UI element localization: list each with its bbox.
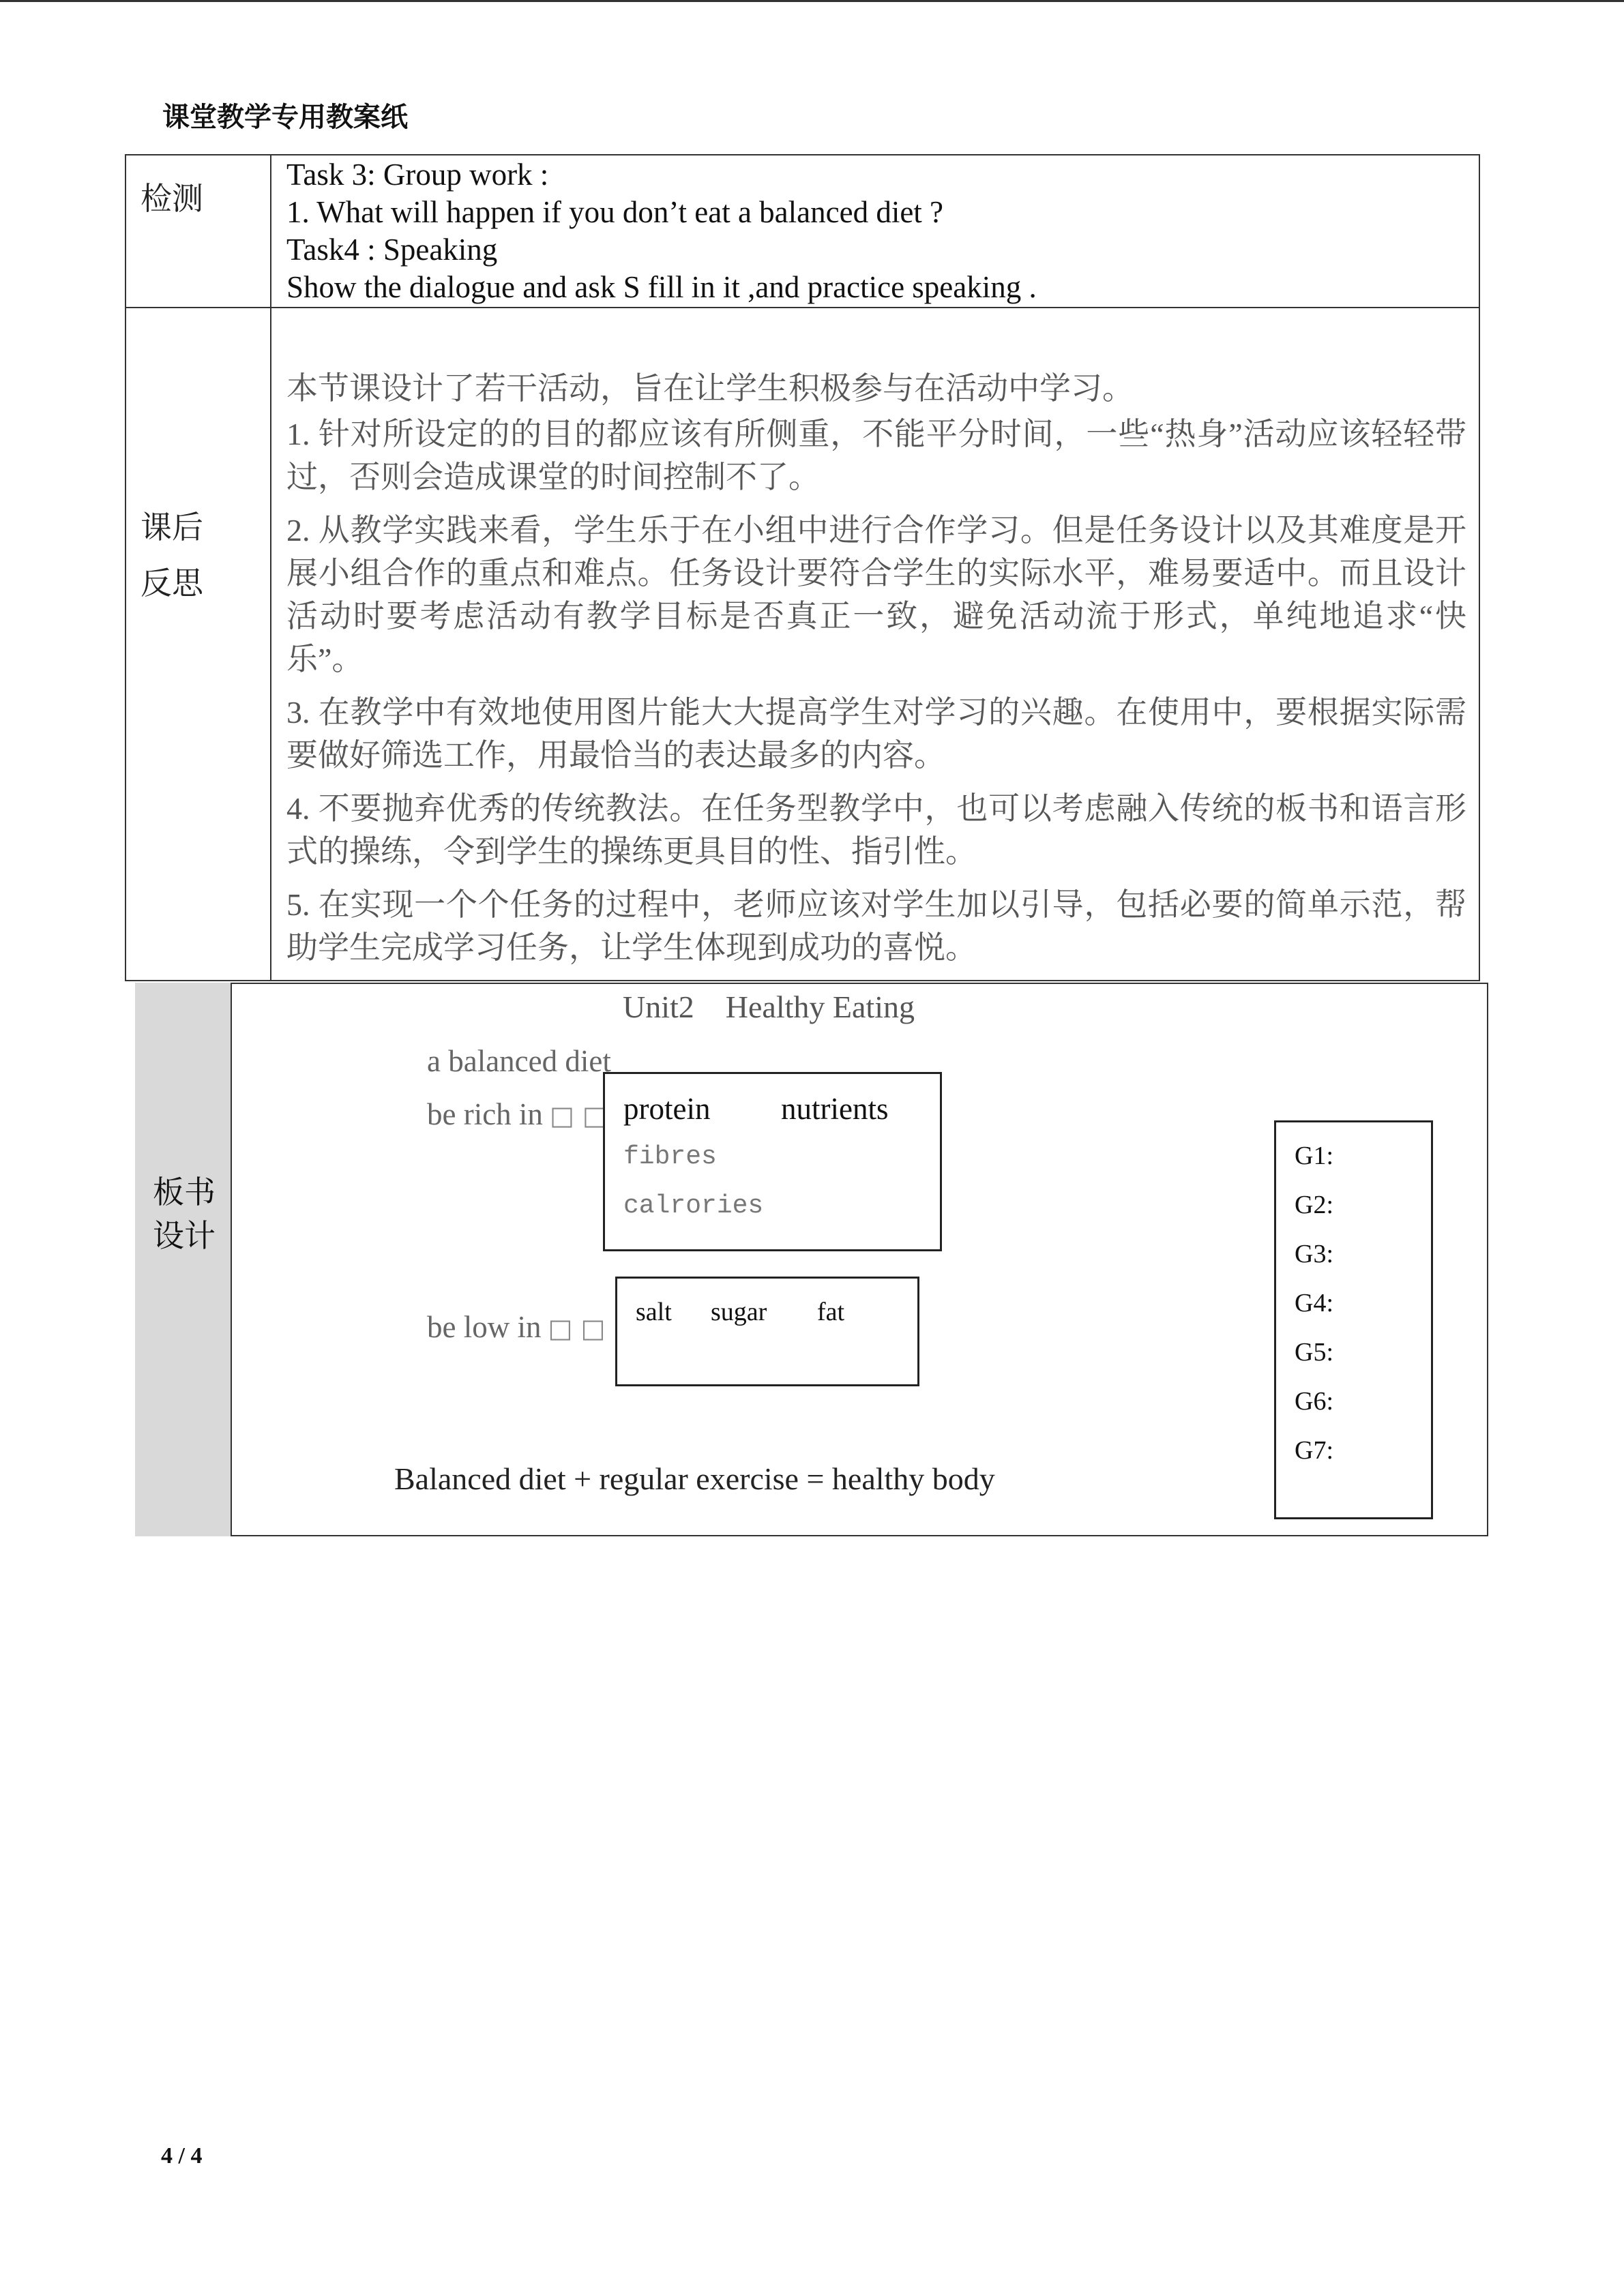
board-label-line: 板书 [153,1175,216,1210]
low-word-sugar: sugar [711,1298,767,1326]
group-item: G7: [1295,1436,1333,1465]
task-line: 1. What will happen if you don’t eat a balanced diet ? [286,195,944,229]
task-line: Show the dialogue and ask S fill in it ,and practice speaking . [286,270,1037,304]
page-top-border [0,0,1624,2]
rich-word-fibres: fibres [623,1142,717,1172]
low-word-salt: salt [636,1298,672,1326]
low-in-text: be low in [427,1310,542,1344]
reflection-label-line: 反思 [141,566,203,601]
reflection-label-line: 课后 [141,510,203,545]
board-label-line: 设计 [153,1219,216,1253]
rich-word-nutrients: nutrients [781,1092,889,1126]
equation-text: Balanced diet + regular exercise = healthy body [394,1461,995,1496]
task-line: Task 3: Group work : [286,158,549,192]
page-header: 课堂教学专用教案纸 [162,102,408,132]
placeholder-squares: □ □ [549,1101,607,1131]
board-title: Unit2 Healthy Eating [623,989,915,1024]
group-item: G1: [1295,1142,1333,1170]
low-in-box [615,1277,919,1386]
low-word-fat: fat [817,1298,845,1326]
rich-word-protein: protein [623,1092,711,1126]
task-line: Task4 : Speaking [286,233,498,267]
reflection-item: 3. 在教学中有效地使用图片能大大提高学生对学习的兴趣。在使用中，要根据实际需要做好筛选工作，用最恰当的表达最多的内容。 [286,695,1466,773]
reflection-item: 1. 针对所设定的的目的都应该有所侧重，不能平分时间，一些“热身”活动应该轻轻带过，否则会造成课堂的时间控制不了。 [286,417,1466,494]
rich-in-row [427,1097,607,1132]
group-item: G5: [1295,1338,1333,1367]
group-item: G2: [1295,1191,1333,1219]
rich-in-text: be rich in [427,1097,543,1131]
group-item: G3: [1295,1240,1333,1268]
reflection-item: 2. 从教学实践来看，学生乐于在小组中进行合作学习。但是任务设计以及其难度是开展小组合作的重点和难点。任务设计要符合学生的实际水平，难易要适中。而且设计活动时要考虑活动有教学目标是否真正一致，避免活动流于形式，单纯地追求“快乐”。 [286,513,1466,676]
reflection-list [286,413,1466,979]
low-in-row [427,1309,605,1345]
page-number: 4 / 4 [161,2143,203,2168]
board-design-sidebar [135,983,232,1536]
placeholder-squares: □ □ [548,1313,606,1343]
group-item: G4: [1295,1289,1333,1317]
board-design-label [150,1171,218,1258]
reflection-item: 4. 不要抛弃优秀的传统教法。在任务型教学中，也可以考虑融入传统的板书和语言形式的操练，令到学生的操练更具目的性、指引性。 [286,791,1466,869]
reflection-intro: 本节课设计了若干活动，旨在让学生积极参与在活动中学习。 [286,371,1134,406]
reflection-item: 5. 在实现一个个任务的过程中，老师应该对学生加以引导，包括必要的简单示范，帮助学生完成学习任务，让学生体现到成功的喜悦。 [286,887,1466,965]
reflection-label [141,500,203,612]
group-item: G6: [1295,1387,1333,1416]
balanced-diet-text: a balanced diet [427,1044,611,1078]
rich-word-calories: calrories [623,1191,764,1221]
check-label: 检测 [141,181,203,216]
